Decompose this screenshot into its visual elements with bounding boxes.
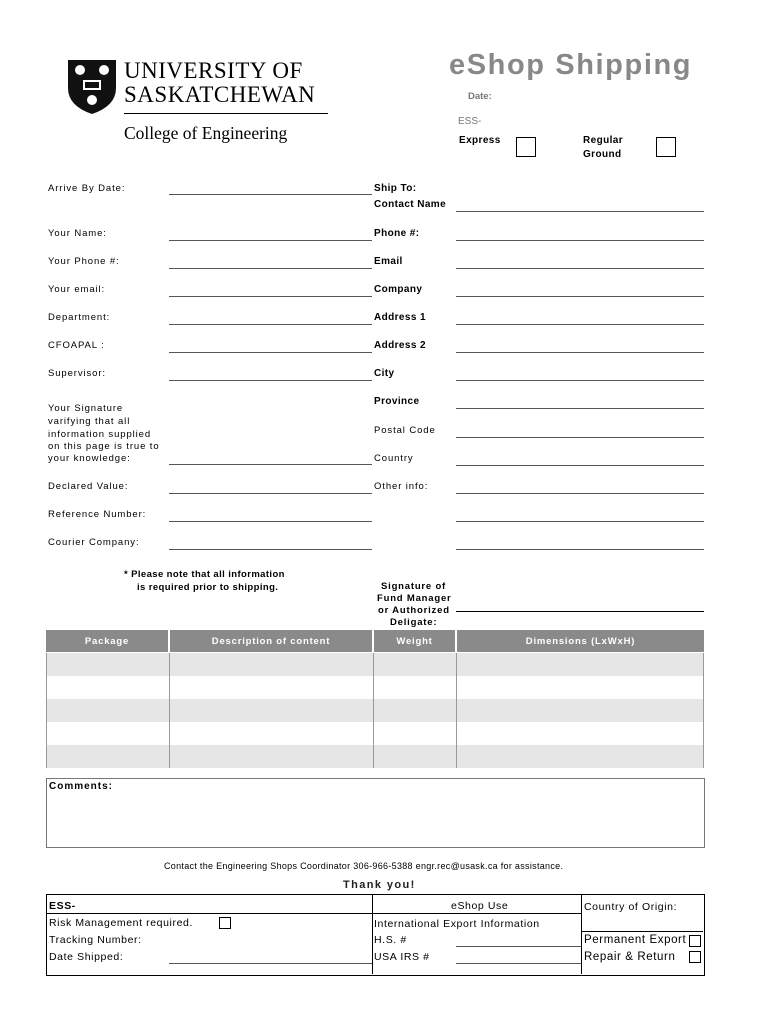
footer-right-divider — [581, 931, 703, 932]
package-table — [46, 630, 704, 768]
ship-to-label: Ship To: — [374, 183, 417, 194]
table-header-package: Package — [46, 630, 168, 652]
express-label: Express — [459, 135, 501, 146]
table-row[interactable] — [46, 676, 704, 699]
table-row[interactable] — [46, 653, 704, 676]
page-title: eShop Shipping — [449, 49, 693, 81]
signature-label-5: your knowledge: — [48, 453, 131, 464]
fund-sig-line1: Signature of — [381, 581, 447, 592]
footer-ess-label: ESS- — [49, 900, 76, 912]
table-row[interactable] — [46, 722, 704, 745]
eshop-use-label: eShop Use — [451, 900, 509, 912]
regular-label-2: Ground — [583, 149, 622, 160]
hs-label: H.S. # — [374, 934, 407, 946]
repair-return-checkbox[interactable] — [689, 951, 701, 963]
table-col-divider — [46, 653, 47, 768]
cfoapal-field[interactable] — [169, 352, 372, 353]
contact-name-field[interactable] — [456, 211, 704, 212]
signature-field[interactable] — [169, 464, 372, 465]
declared-value-field[interactable] — [169, 493, 372, 494]
contact-name-label: Contact Name — [374, 199, 447, 210]
country-field[interactable] — [456, 465, 704, 466]
repair-return-label: Repair & Return — [584, 951, 676, 963]
arrive-by-field[interactable] — [169, 194, 372, 195]
cfoapal-label: CFOAPAL : — [48, 340, 105, 351]
comments-box[interactable] — [46, 778, 705, 848]
fund-sig-line2: Fund Manager — [377, 593, 452, 604]
other-info-field-3[interactable] — [456, 549, 704, 550]
ess-label: ESS- — [458, 116, 482, 127]
province-field[interactable] — [456, 408, 704, 409]
table-col-divider — [703, 653, 704, 768]
postal-code-field[interactable] — [456, 437, 704, 438]
note-line2: is required prior to shipping. — [137, 582, 279, 593]
table-row[interactable] — [46, 745, 704, 768]
express-checkbox[interactable] — [516, 137, 536, 157]
your-email-label: Your email: — [48, 284, 106, 295]
email-label: Email — [374, 256, 403, 267]
table-header-weight: Weight — [374, 630, 455, 652]
province-label: Province — [374, 396, 420, 407]
arrive-by-label: Arrive By Date: — [48, 183, 126, 194]
college-name: College of Engineering — [124, 123, 288, 143]
department-field[interactable] — [169, 324, 372, 325]
logo-divider — [124, 113, 328, 114]
fund-signature-field[interactable] — [456, 611, 704, 612]
comments-label: Comments: — [49, 781, 114, 792]
footer-col-divider — [372, 894, 373, 974]
phone-label: Phone #: — [374, 228, 420, 239]
table-col-divider — [373, 653, 374, 768]
declared-value-label: Declared Value: — [48, 481, 129, 492]
signature-label-2: varifying that all — [48, 416, 131, 427]
supervisor-label: Supervisor: — [48, 368, 106, 379]
table-col-divider — [169, 653, 170, 768]
your-email-field[interactable] — [169, 296, 372, 297]
department-label: Department: — [48, 312, 111, 323]
city-label: City — [374, 368, 395, 379]
your-name-field[interactable] — [169, 240, 372, 241]
intl-export-label: International Export Information — [374, 918, 540, 930]
address1-field[interactable] — [456, 324, 704, 325]
other-info-field-2[interactable] — [456, 521, 704, 522]
university-name-line1: UNIVERSITY OF — [124, 58, 303, 83]
tracking-number-label: Tracking Number: — [49, 934, 142, 946]
fund-sig-line4: Deligate: — [390, 617, 438, 628]
city-field[interactable] — [456, 380, 704, 381]
courier-company-field[interactable] — [169, 549, 372, 550]
courier-company-label: Courier Company: — [48, 537, 140, 548]
regular-label-1: Regular — [583, 135, 624, 146]
phone-field[interactable] — [456, 240, 704, 241]
your-phone-field[interactable] — [169, 268, 372, 269]
university-name-line2: SASKATCHEWAN — [124, 82, 316, 107]
permanent-export-label: Permanent Export — [584, 934, 687, 946]
address1-label: Address 1 — [374, 312, 426, 323]
regular-ground-checkbox[interactable] — [656, 137, 676, 157]
table-row[interactable] — [46, 699, 704, 722]
company-field[interactable] — [456, 296, 704, 297]
date-shipped-label: Date Shipped: — [49, 951, 124, 963]
university-crest-logo — [66, 58, 118, 116]
country-origin-label: Country of Origin: — [584, 901, 678, 913]
other-info-label: Other info: — [374, 481, 429, 492]
address2-field[interactable] — [456, 352, 704, 353]
permanent-export-checkbox[interactable] — [689, 935, 701, 947]
contact-text: Contact the Engineering Shops Coordinator 306-966-5388 engr.rec@usask.ca for assistance. — [164, 861, 564, 871]
table-header-description: Description of content — [170, 630, 372, 652]
table-header-dimensions: Dimensions (LxWxH) — [457, 630, 704, 652]
footer-divider — [46, 913, 581, 914]
risk-management-checkbox[interactable] — [219, 917, 231, 929]
footer-col-divider-2 — [581, 894, 582, 974]
address2-label: Address 2 — [374, 340, 426, 351]
reference-number-field[interactable] — [169, 521, 372, 522]
usa-irs-label: USA IRS # — [374, 951, 430, 963]
table-col-divider — [456, 653, 457, 768]
fund-sig-line3: or Authorized — [378, 605, 450, 616]
usa-irs-field[interactable] — [456, 963, 581, 964]
hs-field[interactable] — [456, 946, 581, 947]
thank-you-text: Thank you! — [343, 879, 416, 891]
email-field[interactable] — [456, 268, 704, 269]
note-line1: * Please note that all information — [124, 569, 285, 580]
company-label: Company — [374, 284, 423, 295]
reference-number-label: Reference Number: — [48, 509, 147, 520]
risk-management-label: Risk Management required. — [49, 917, 193, 929]
postal-code-label: Postal Code — [374, 425, 436, 436]
date-shipped-field[interactable] — [169, 963, 372, 964]
signature-label-3: information supplied — [48, 429, 152, 440]
your-phone-label: Your Phone #: — [48, 256, 120, 267]
country-label: Country — [374, 453, 414, 464]
signature-label-1: Your Signature — [48, 403, 124, 414]
supervisor-field[interactable] — [169, 380, 372, 381]
other-info-field[interactable] — [456, 493, 704, 494]
your-name-label: Your Name: — [48, 228, 107, 239]
signature-label-4: on this page is true to — [48, 441, 160, 452]
date-label: Date: — [468, 91, 492, 102]
